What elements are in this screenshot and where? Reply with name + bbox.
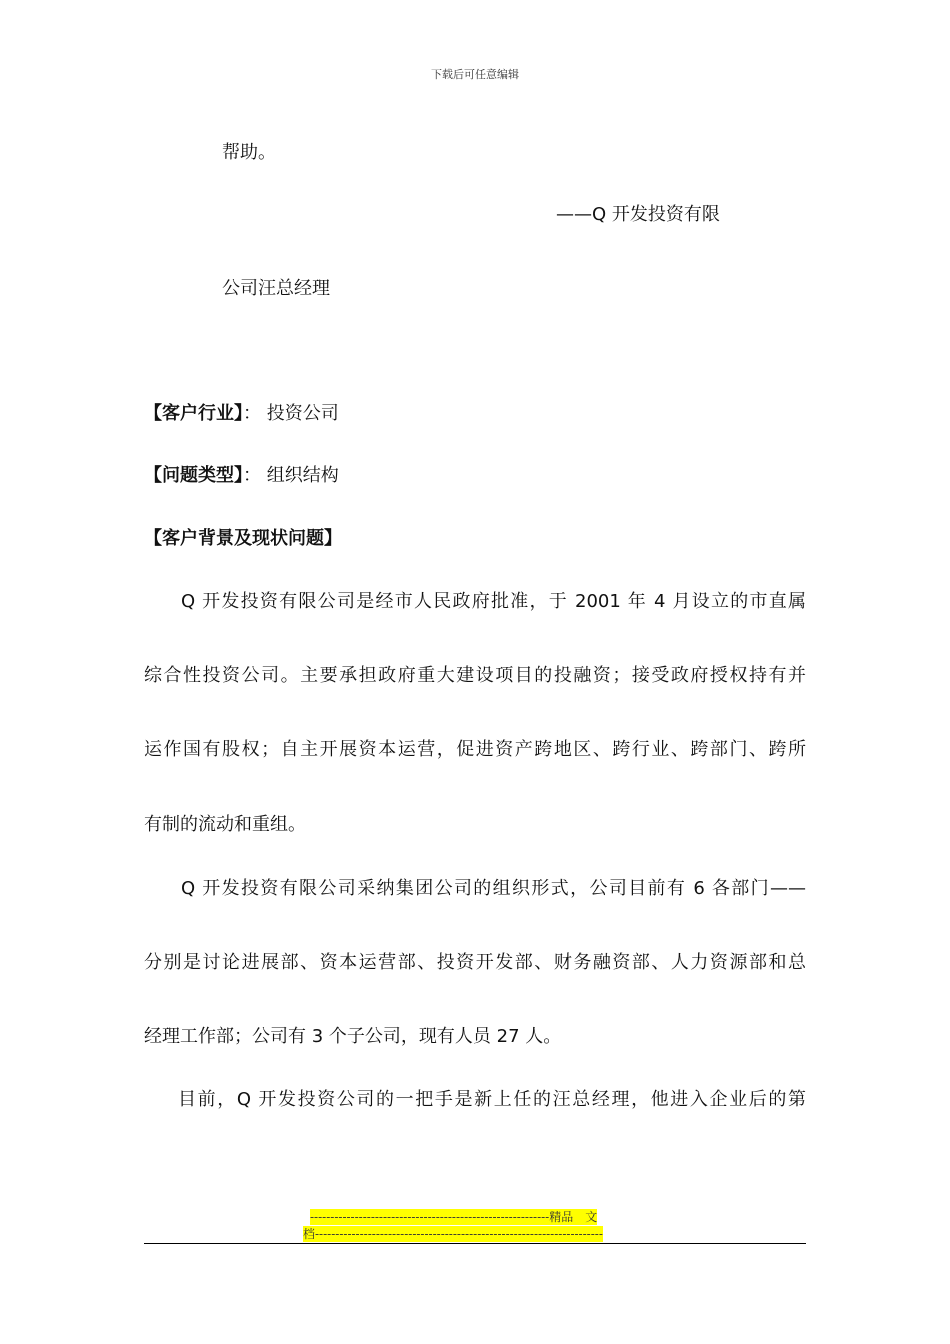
paragraph-1-line-1: Q 开发投资有限公司是经市人民政府批准，于 2001 年 4 月设立的市直属 [181,591,806,612]
problem-type-row [144,464,339,488]
problem-type-label: 【问题类型】 [144,465,243,486]
paragraph-2-line-2: 分别是讨论进展部、资本运营部、投资开发部、财务融资部、人力资源部和总 [144,952,806,973]
problem-type-separator: ： [243,465,261,486]
footer-rule [144,1243,806,1244]
footer-highlight-line-1: -----------------------------------------------------------精品 文 [310,1210,598,1224]
paragraph-1-line-4: 有制的流动和重组。 [144,814,306,835]
signature-line-1: ——Q 开发投资有限 [556,204,720,225]
page-header-note: 下载后可任意编辑 [431,68,519,81]
footer-highlight-line-2: 档----------------------------------------------------------------------- [303,1227,603,1241]
background-heading: 【客户背景及现状问题】 [144,528,342,549]
paragraph-1-line-2: 综合性投资公司。主要承担政府重大建设项目的投融资；接受政府授权持有并 [144,665,806,686]
paragraph-2-line-1: Q 开发投资有限公司采纳集团公司的组织形式，公司目前有 6 各部门—— [181,878,806,899]
paragraph-3-line-1: 目前，Q 开发投资公司的一把手是新上任的汪总经理，他进入企业后的第 [178,1089,806,1110]
paragraph-1-line-3: 运作国有股权；自主开展资本运营，促进资产跨地区、跨行业、跨部门、跨所 [144,739,806,760]
industry-label: 【客户行业】 [144,403,243,424]
industry-row [144,402,339,426]
text-help: 帮助。 [222,142,276,163]
industry-separator: ： [243,403,261,424]
problem-type-value: 组织结构 [266,465,339,486]
industry-value: 投资公司 [266,403,339,424]
signature-line-2: 公司汪总经理 [222,278,330,299]
paragraph-2-line-3: 经理工作部；公司有 3 个子公司，现有人员 27 人。 [144,1026,562,1047]
